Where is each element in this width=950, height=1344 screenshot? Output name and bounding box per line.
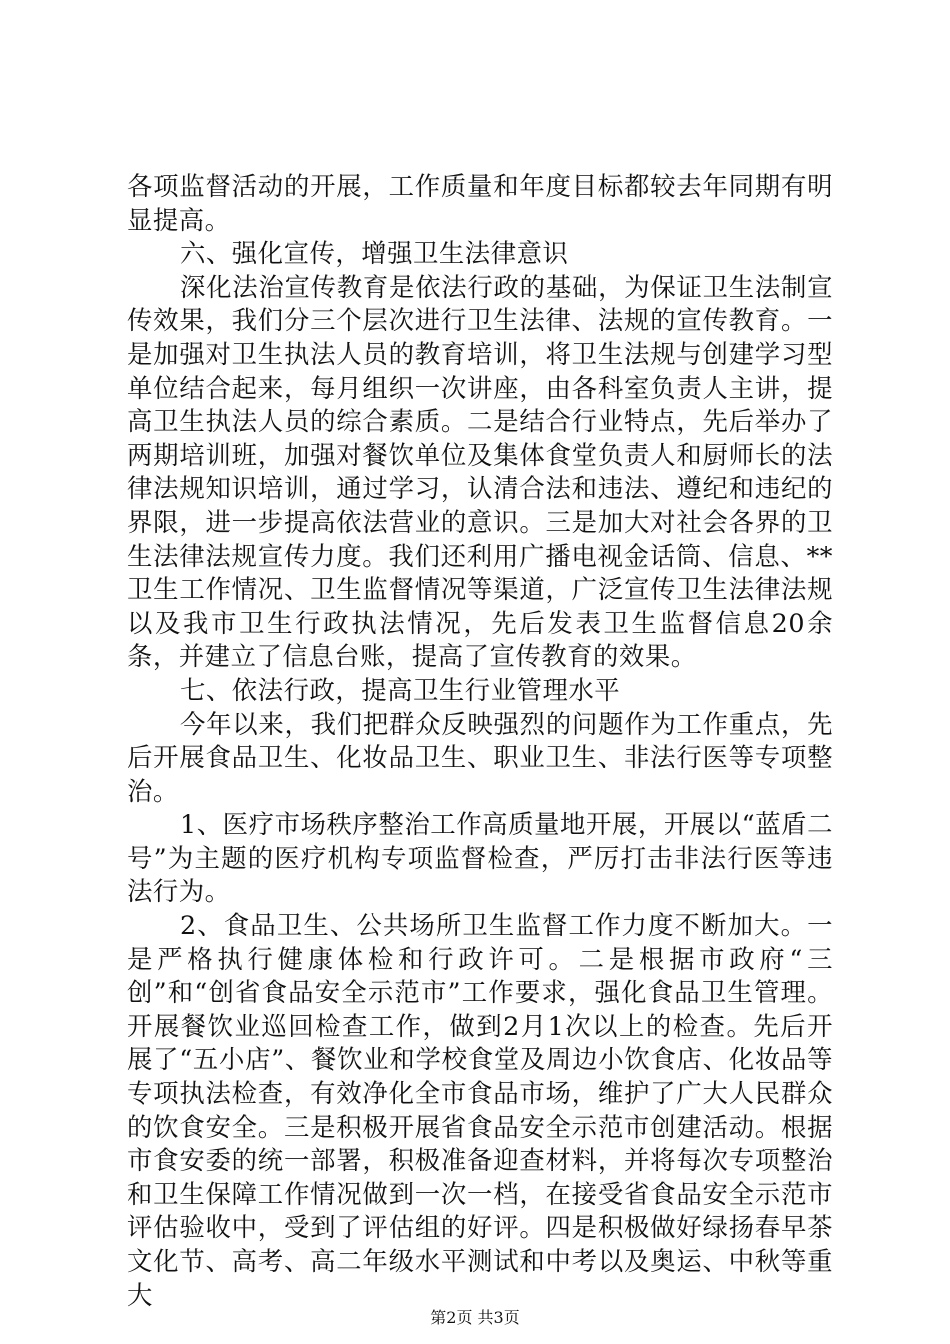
paragraph-legal-publicity: 深化法治宣传教育是依法行政的基础，为保证卫生法制宣传效果，我们分三个层次进行卫生法律、法规的宣传教育。一是加强对卫生执法人员的教育培训，将卫生法规与创建学习型单位结合起来，每月组织一次讲座，由各科室负责人主讲，提高卫生执法人员的综合素质。二是结合行业特点，先后举办了两期培训班，加强对餐饮单位及集体食堂负责人和厨师长的法律法规知识培训，通过学习，认清合法和违法、遵纪和违纪的界限，进一步提高依法营业的意识。三是加大对社会各界的卫生法律法规宣传力度。我们还利用广播电视金话筒、信息、**卫生工作情况、卫生监督情况等渠道，广泛宣传卫生法律法规以及我市卫生行政执法情况，先后发表卫生监督信息20余条，并建立了信息台账，提高了宣传教育的效果。 <box>127 271 833 672</box>
paragraph-item-1: 1、医疗市场秩序整治工作高质量地开展，开展以“蓝盾二号”为主题的医疗机构专项监督检查，严厉打击非法行医等违法行为。 <box>127 809 833 907</box>
page-footer: 第2页 共3页 <box>430 1308 520 1327</box>
paragraph-key-issues: 今年以来，我们把群众反映强烈的问题作为工作重点，先后开展食品卫生、化妆品卫生、职业卫生、非法行医等专项整治。 <box>127 708 833 806</box>
paragraph-item-2: 2、食品卫生、公共场所卫生监督工作力度不断加大。一是严格执行健康体检和行政许可。二是根据市政府“三创”和“创省食品安全示范市”工作要求，强化食品卫生管理。开展餐饮业巡回检查工作，做到2月1次以上的检查。先后开展了“五小店”、餐饮业和学校食堂及周边小饮食店、化妆品等专项执法检查，有效净化全市食品市场，维护了广大人民群众的饮食安全。三是积极开展省食品安全示范市创建活动。根据市食安委的统一部署，积极准备迎查材料，并将每次专项整治和卫生保障工作情况做到一次一档，在接受省食品安全示范市评估验收中，受到了评估组的好评。四是积极做好绿扬春早茶文化节、高考、高二年级水平测试和中考以及奥运、中秋等重大 <box>127 910 833 1310</box>
section-heading-6: 六、强化宣传，增强卫生法律意识 <box>180 238 569 269</box>
document-body <box>127 170 833 1312</box>
paragraph-continuation: 各项监督活动的开展，工作质量和年度目标都较去年同期有明显提高。 <box>127 171 833 235</box>
section-heading-7: 七、依法行政，提高卫生行业管理水平 <box>180 674 621 705</box>
